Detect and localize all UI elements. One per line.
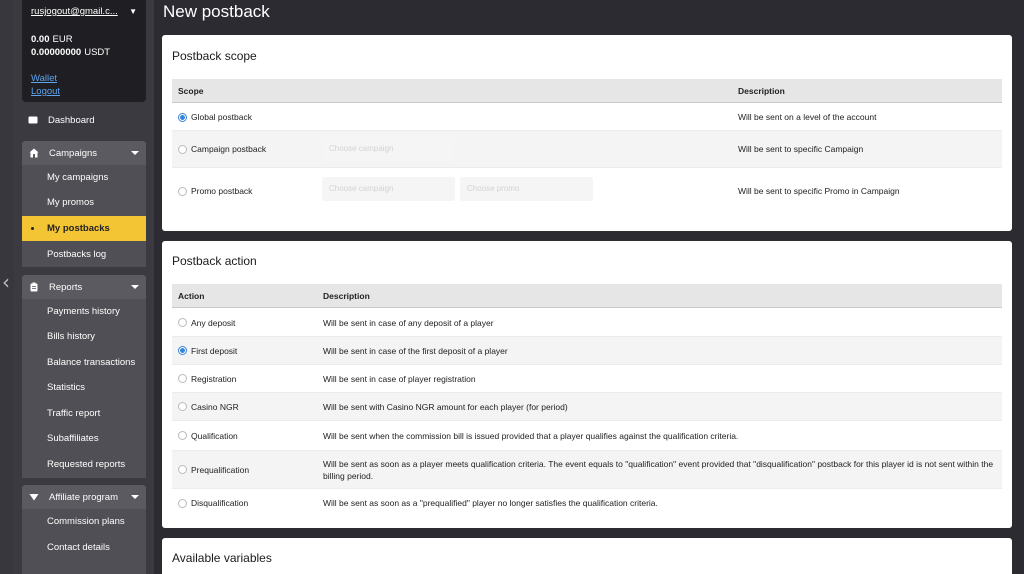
radio-prequalification[interactable] [178,465,187,474]
card-title: Postback scope [172,49,257,63]
row-description: Will be sent as soon as a "prequalified" player no longer satisfies the qualification criteria. [323,498,658,508]
row-label: Prequalification [191,464,250,475]
row-label: Casino NGR [191,401,239,412]
sidebar-item-my-promos[interactable]: My promos [47,197,94,208]
campaign-select[interactable]: Choose campaign [322,137,454,161]
row-description: Will be sent when the commission bill is issued provided that a player qualifies against the qualification criteria. [323,430,739,441]
balance-currency: EUR [52,34,73,45]
column-header-scope: Scope [178,85,204,96]
row-label: Global postback [191,112,252,122]
sidebar-item-traffic-report[interactable]: Traffic report [47,408,101,419]
chevron-down-icon[interactable] [131,285,139,289]
sidebar-item-dashboard[interactable] [22,108,146,132]
sidebar-item-payments-history[interactable]: Payments history [47,306,120,317]
card-title: Available variables [172,551,272,565]
sidebar-group-label: Reports [49,281,83,293]
radio-campaign-postback[interactable] [178,145,187,154]
logout-link[interactable]: Logout [31,86,61,97]
balance-currency: USDT [84,47,111,58]
sidebar-group-affiliate-program[interactable] [22,485,146,509]
clipboard-icon [29,282,39,292]
chevron-down-icon[interactable] [131,495,139,499]
balance-eur [31,33,137,46]
row-label: Registration [191,373,237,384]
card-title: Postback action [172,254,257,268]
row-description: Will be sent on a level of the account [738,112,877,122]
column-header-description: Description [323,290,370,301]
table-row[interactable] [172,489,1002,517]
table-row[interactable] [172,451,1002,489]
chevron-left-icon[interactable]: ‹ [2,270,10,294]
sidebar-item-label: Dashboard [48,114,95,126]
chevron-down-icon[interactable] [131,151,139,155]
row-description: Will be sent to specific Promo in Campaign [738,186,900,196]
sidebar-item-commission-plans[interactable]: Commission plans [47,516,125,527]
row-description: Will be sent in case of the first deposit of a player [323,345,508,356]
sidebar-group-reports[interactable] [22,275,146,299]
sidebar-group-label: Campaigns [49,147,98,159]
table-row[interactable] [172,131,1002,168]
row-description: Will be sent as soon as a player meets qualification criteria. The event equals to "qualification" event provided that "disqualification" postback for this player id is not sent within the billing period. [323,458,994,481]
account-email[interactable]: rusjogout@gmail.c... [31,6,118,17]
table-row[interactable] [172,168,1002,214]
sidebar-item-subaffiliates[interactable]: Subaffiliates [47,433,99,444]
sidebar-item-my-postbacks[interactable]: My postbacks [22,216,146,241]
table-row[interactable] [172,365,1002,393]
table-row[interactable] [172,104,1002,131]
campaign-select[interactable]: Choose campaign [322,177,455,201]
row-label: Qualification [191,430,238,441]
promo-select[interactable]: Choose promo [460,177,593,201]
row-label: Any deposit [191,317,236,328]
row-description: Will be sent in case of any deposit of a player [323,317,494,328]
sidebar-item-my-campaigns[interactable]: My campaigns [47,172,109,183]
sidebar-item-bills-history[interactable]: Bills history [47,331,96,342]
balance-usdt [31,46,137,59]
postback-scope-card [162,35,1012,231]
sidebar-item-balance-transactions[interactable]: Balance transactions [47,357,136,368]
sidebar-group-campaigns[interactable] [22,141,146,165]
radio-promo-postback[interactable] [178,187,187,196]
row-label: First deposit [191,345,238,356]
home-icon [29,148,39,158]
sidebar-group-label: Affiliate program [49,491,118,503]
radio-disqualification[interactable] [178,499,187,508]
table-row[interactable] [172,393,1002,421]
table-header [172,79,1002,103]
table-row[interactable] [172,421,1002,451]
radio-global-postback[interactable] [178,113,187,122]
wallet-link[interactable]: Wallet [31,73,58,84]
sidebar-item-requested-reports[interactable]: Requested reports [47,459,126,470]
radio-qualification[interactable] [178,431,187,440]
row-label: Promo postback [191,186,253,196]
sidebar-item-contact-details[interactable]: Contact details [47,542,110,553]
row-label: Disqualification [191,498,249,508]
triangle-down-icon [29,492,39,502]
row-description: Will be sent in case of player registration [323,373,476,384]
balance-amount: 0.00000000 [31,47,82,58]
sidebar-item-statistics[interactable]: Statistics [47,382,86,393]
radio-casino-ngr[interactable] [178,402,187,411]
sidebar-item-postbacks-log[interactable]: Postbacks log [47,249,107,260]
radio-any-deposit[interactable] [178,318,187,327]
account-panel [22,0,146,102]
row-description: Will be sent to specific Campaign [738,144,864,154]
column-header-description: Description [738,85,785,96]
dashboard-icon [28,115,38,125]
available-variables-card [162,538,1012,574]
table-row[interactable] [172,337,1002,365]
row-label: Campaign postback [191,144,267,154]
table-header [172,284,1002,308]
column-header-action: Action [178,290,205,301]
page-title: New postback [163,2,270,21]
table-row[interactable] [172,309,1002,337]
account-dropdown[interactable] [31,6,137,17]
balance-amount: 0.00 [31,34,50,45]
radio-first-deposit[interactable] [178,346,187,355]
row-description: Will be sent with Casino NGR amount for each player (for period) [323,401,568,412]
postback-action-card [162,241,1012,528]
radio-registration[interactable] [178,374,187,383]
chevron-down-icon[interactable]: ▼ [129,7,137,16]
sidebar [14,0,154,574]
